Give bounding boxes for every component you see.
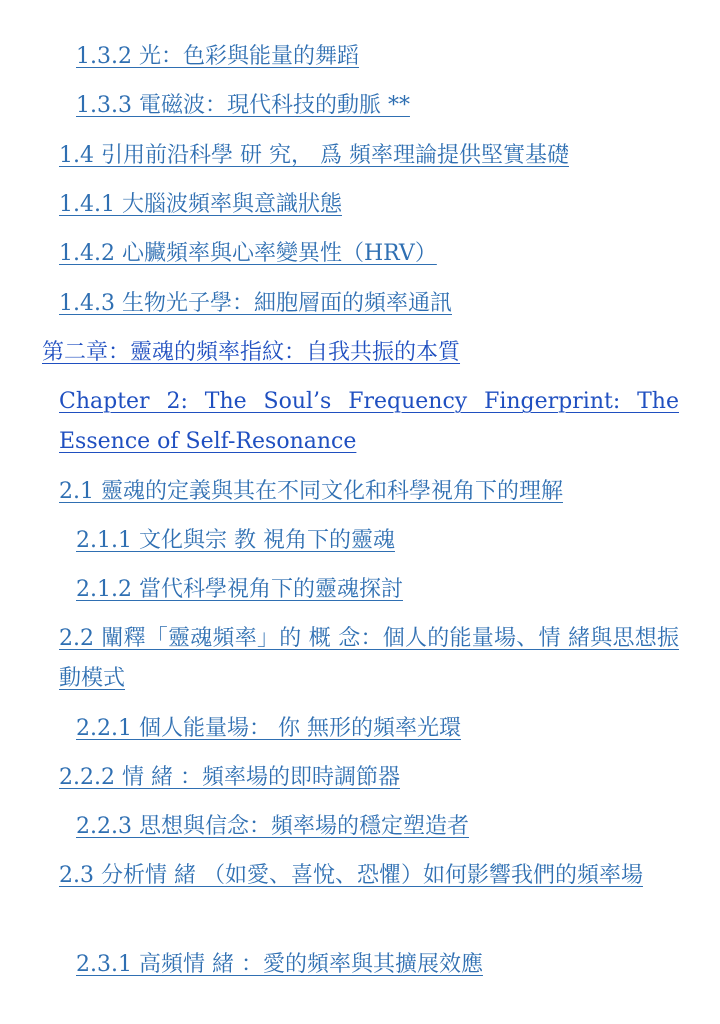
- toc-entry-chapter-2[interactable]: 第二章：靈魂的頻率指紋：自我共振的本質: [42, 340, 461, 365]
- toc-entry-1-4-3[interactable]: 1.4.3 生物光子學：細胞層面的頻率通訊: [59, 291, 452, 316]
- toc-entry-2-1-2[interactable]: 2.1.2 當代科學視角下的靈魂探討: [76, 577, 403, 602]
- toc-entry-2-2-2[interactable]: 2.2.2 情 緒 ：頻率場的即時調節器: [59, 765, 400, 790]
- toc-entry-2-2-3[interactable]: 2.2.3 思想與信念：頻率場的穩定塑造者: [76, 814, 469, 839]
- toc-entry-2-3-1[interactable]: 2.3.1 高頻情 緒 ：愛的頻率與其擴展效應: [76, 952, 483, 977]
- toc-entry-1-3-3[interactable]: 1.3.3 電磁波：現代科技的動脈 **: [76, 93, 410, 118]
- toc-entry-1-4[interactable]: 1.4 引用前沿科學 研 究， 爲 頻率理論提供堅實基礎: [59, 143, 569, 168]
- toc-entry-2-1[interactable]: 2.1 靈魂的定義與其在不同文化和科學視角下的理解: [59, 479, 563, 504]
- toc-entry-1-4-1[interactable]: 1.4.1 大腦波頻率與意識狀態: [59, 192, 342, 217]
- toc-entry-1-3-2[interactable]: 1.3.2 光：色彩與能量的舞蹈: [76, 44, 359, 69]
- toc-entry-2-2[interactable]: 2.2 闡釋「靈魂頻率」的 概 念：個人的能量場、情 緒與思想振動模式: [59, 626, 679, 691]
- toc-entry-chapter-2-english[interactable]: Chapter 2: The Soul’s Frequency Fingerprint: The Essence of Self-Resonance: [59, 389, 679, 454]
- toc-entry-2-2-1[interactable]: 2.2.1 個人能量場： 你 無形的頻率光環: [76, 716, 461, 741]
- toc-entry-2-3[interactable]: 2.3 分析情 緒 （如愛、喜悅、恐懼）如何影響我們的頻率場: [59, 863, 643, 888]
- toc-entry-1-4-2[interactable]: 1.4.2 心臟頻率與心率變異性（HRV）: [59, 241, 437, 266]
- toc-entry-2-1-1[interactable]: 2.1.1 文化與宗 教 視角下的靈魂: [76, 528, 395, 553]
